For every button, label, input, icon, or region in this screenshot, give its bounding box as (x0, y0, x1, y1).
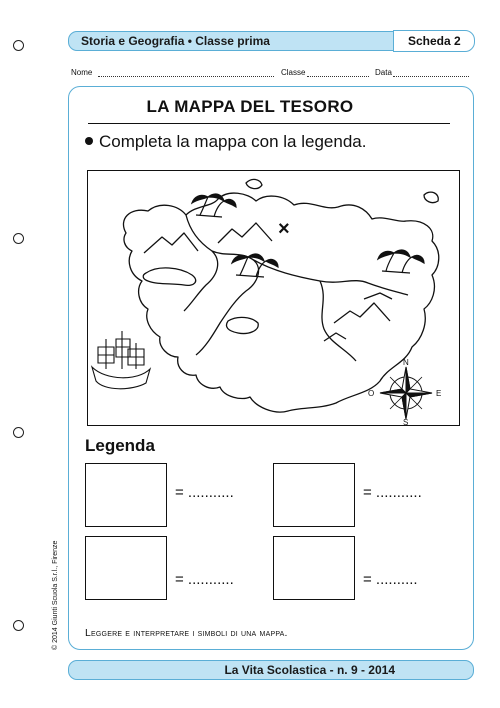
name-line[interactable] (98, 76, 274, 77)
river (196, 251, 259, 355)
border-path (320, 281, 356, 361)
islet (246, 179, 262, 188)
instruction (85, 132, 366, 152)
mountain (334, 303, 390, 323)
publication-label: La Vita Scolastica - n. 9 - 2014 (224, 663, 395, 677)
binder-hole (13, 40, 24, 51)
binder-hole (13, 620, 24, 631)
treasure-x-icon: × (278, 218, 290, 240)
copyright-credit: © 2014 Giunti Scuola S.r.l., Firenze (52, 540, 59, 650)
lake-left (143, 268, 195, 285)
compass-west: O (368, 389, 375, 398)
mountain (144, 233, 198, 253)
class-label: Classe (281, 68, 306, 77)
instruction-text: Completa la mappa con la legenda. (99, 132, 367, 151)
worksheet-title: LA MAPPA DEL TESORO (146, 97, 354, 116)
sheet-label: Scheda 2 (408, 34, 461, 48)
treasure-map (87, 170, 460, 426)
compass-south: S (403, 418, 409, 425)
legend-title: Legenda (85, 436, 155, 455)
palm-tree-icon (378, 250, 424, 273)
legend-symbol-box[interactable] (85, 463, 167, 527)
palm-tree-icon (192, 194, 236, 217)
legend-entry[interactable]: = ........... (363, 484, 422, 501)
binder-hole (13, 233, 24, 244)
binder-hole (13, 427, 24, 438)
legend-entry[interactable]: = ........... (175, 484, 234, 501)
islet (424, 192, 438, 202)
mountain (218, 223, 272, 243)
bullet-icon (85, 137, 93, 145)
river (184, 215, 218, 311)
subject-label: Storia e Geografia • Classe prima (81, 34, 270, 48)
legend-symbol-box[interactable] (85, 536, 167, 600)
palm-tree-icon (232, 254, 278, 277)
footer-bar (68, 660, 474, 680)
date-label: Data (375, 68, 392, 77)
compass-rose-icon (380, 367, 432, 419)
legend-symbol-box[interactable] (273, 463, 355, 527)
compass-north: N (403, 358, 409, 367)
mountain (364, 293, 392, 299)
ship-icon (92, 331, 150, 389)
sheet-tab (393, 30, 475, 52)
map-illustration (88, 171, 459, 425)
legend-entry[interactable]: = .......... (363, 571, 418, 588)
legend-symbol-box[interactable] (273, 536, 355, 600)
title-underline (88, 123, 450, 124)
name-label: Nome (71, 68, 93, 77)
legend-entry[interactable]: = ........... (175, 571, 234, 588)
compass-east: E (436, 389, 442, 398)
student-info-row (71, 68, 471, 80)
learning-objective: Leggere e interpretare i simboli di una mappa. (85, 627, 288, 639)
class-line[interactable] (307, 76, 369, 77)
date-line[interactable] (393, 76, 469, 77)
lake-center (226, 317, 258, 333)
